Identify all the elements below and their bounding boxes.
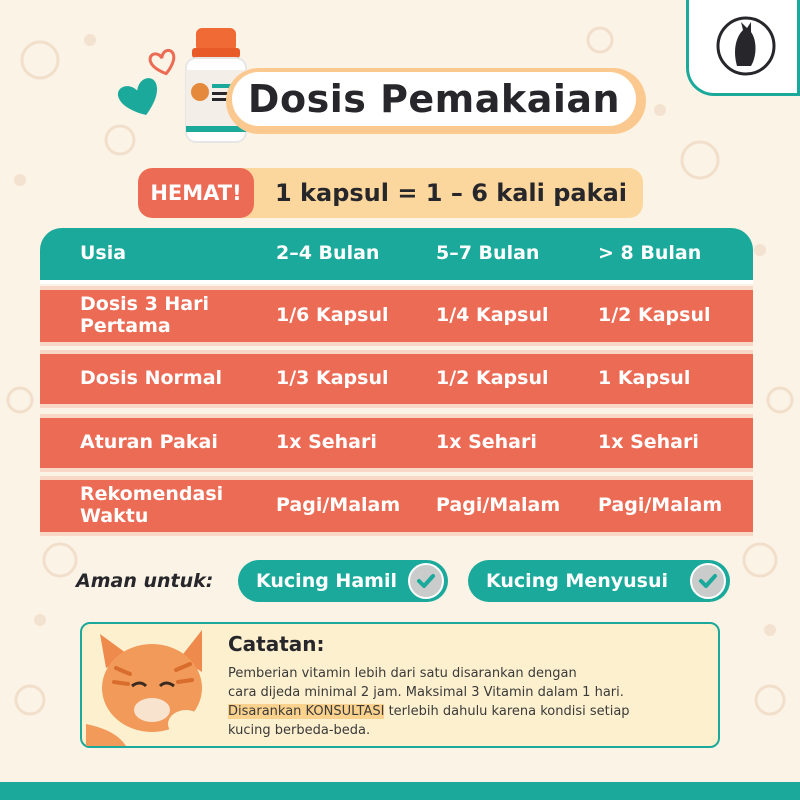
- table-row: [40, 286, 753, 346]
- table-cell: Pagi/Malam: [436, 494, 561, 517]
- table-cell: 1x Sehari: [598, 431, 699, 454]
- table-cell: 1x Sehari: [436, 431, 537, 454]
- table-cell: 1/3 Kapsul: [276, 367, 389, 390]
- safe-for-item-label: Kucing Menyusui: [486, 570, 669, 592]
- row-label-line: Rekomendasi: [80, 483, 224, 506]
- table-cell: Pagi/Malam: [598, 494, 723, 517]
- note-line: kucing berbeda-beda.: [228, 723, 371, 738]
- row-label: [80, 480, 270, 532]
- check-icon: [690, 563, 726, 599]
- small-heart-icon: [145, 44, 181, 80]
- note-line-rest: terlebih dahulu karena kondisi setiap: [384, 704, 630, 719]
- row-label-line: Waktu: [80, 505, 149, 527]
- row-label-line: Dosis 3 Hari: [80, 293, 210, 316]
- safe-for-label: Aman untuk:: [76, 570, 214, 592]
- note-body: [228, 664, 714, 740]
- row-label: Aturan Pakai: [80, 431, 218, 454]
- cat-logo-icon: [689, 0, 800, 96]
- header-age: Usia: [80, 242, 127, 265]
- note-line: Pemberian vitamin lebih dari satu disarankan dengan: [228, 666, 577, 681]
- promo-text: 1 kapsul = 1 – 6 kali pakai: [275, 179, 627, 207]
- title-card: [232, 72, 636, 126]
- table-cell: 1x Sehari: [276, 431, 377, 454]
- note-line: [228, 702, 714, 721]
- table-cell: 1/2 Kapsul: [436, 367, 549, 390]
- row-label: Dosis Normal: [80, 367, 223, 390]
- note-line: cara dijeda minimal 2 jam. Maksimal 3 Vitamin dalam 1 hari.: [228, 685, 624, 700]
- table-cell: 1/2 Kapsul: [598, 304, 711, 327]
- row-label-line: Pertama: [80, 315, 171, 337]
- table-cell: 1/6 Kapsul: [276, 304, 389, 327]
- promo-badge: HEMAT!: [138, 168, 254, 218]
- note-title: Catatan:: [228, 632, 325, 656]
- header-2-4-months: 2–4 Bulan: [276, 242, 380, 265]
- header-8-plus-months: > 8 Bulan: [598, 242, 702, 265]
- table-row: [40, 414, 753, 472]
- table-row: [40, 350, 753, 408]
- safe-for-nursing-badge: [468, 560, 730, 602]
- safe-for-item-label: Kucing Hamil: [256, 570, 397, 592]
- dosage-table-header: [40, 228, 753, 284]
- check-icon: [408, 563, 444, 599]
- promo-banner: [138, 168, 643, 218]
- table-row: [40, 476, 753, 536]
- brand-logo-badge: [686, 0, 800, 96]
- bottom-accent-bar: [0, 782, 800, 800]
- row-label: [80, 290, 270, 342]
- header-5-7-months: 5–7 Bulan: [436, 242, 540, 265]
- cat-illustration-icon: [86, 628, 222, 746]
- table-cell: 1 Kapsul: [598, 367, 691, 390]
- note-card: [80, 622, 720, 748]
- table-cell: Pagi/Malam: [276, 494, 401, 517]
- table-cell: 1/4 Kapsul: [436, 304, 549, 327]
- note-highlight: Disarankan KONSULTASI: [228, 704, 385, 719]
- page-title: Dosis Pemakaian: [247, 77, 621, 121]
- safe-for-pregnant-badge: [238, 560, 448, 602]
